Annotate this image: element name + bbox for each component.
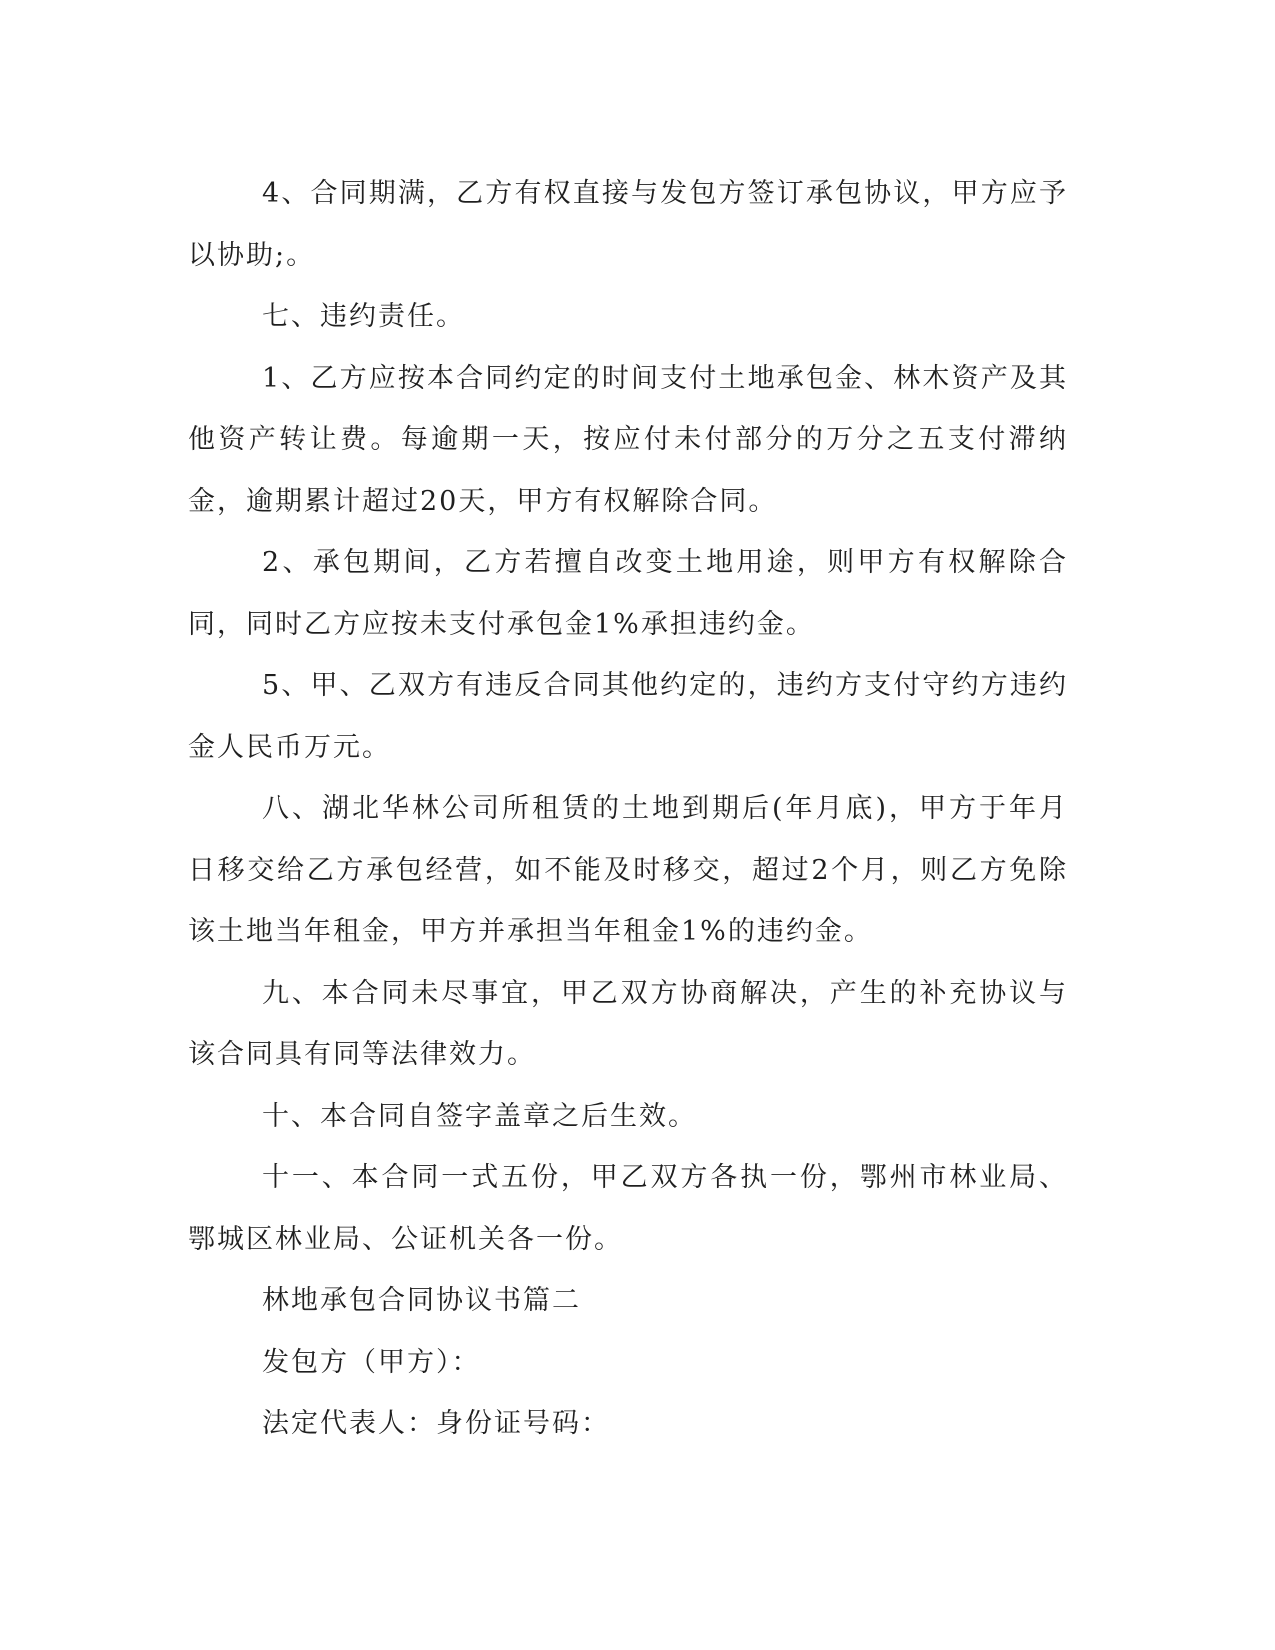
clause-1-payment: 1、乙方应按本合同约定的时间支付土地承包金、林木资产及其他资产转让费。每逾期一天，按应付未付部分的万分之五支付滞纳金，逾期累计超过20天，甲方有权解除合同。	[188, 362, 1068, 517]
section-9-supplement: 九、本合同未尽事宜，甲乙双方协商解决，产生的补充协议与该合同具有同等法律效力。	[188, 977, 1068, 1070]
document-body	[188, 163, 1068, 1455]
clause-5-breach: 5、甲、乙双方有违反合同其他约定的，违约方支付守约方违约金人民币万元。	[188, 670, 1068, 763]
contract-two-title: 林地承包合同协议书篇二	[262, 1285, 581, 1316]
clause-2-land-use: 2、承包期间，乙方若擅自改变土地用途，则甲方有权解除合同，同时乙方应按未支付承包金1%承担违约金。	[188, 547, 1068, 640]
clause-4-expiry: 4、合同期满，乙方有权直接与发包方签订承包协议，甲方应予以协助;。	[188, 178, 1068, 271]
section-11-copies: 十一、本合同一式五份，甲乙双方各执一份，鄂州市林业局、鄂城区林业局、公证机关各一份。	[188, 1162, 1068, 1255]
section-8-handover: 八、湖北华林公司所租赁的土地到期后(年月底)，甲方于年月日移交给乙方承包经营，如不能及时移交，超过2个月，则乙方免除该土地当年租金，甲方并承担当年租金1%的违约金。	[188, 793, 1068, 947]
legal-rep-line: 法定代表人：身份证号码：	[262, 1408, 610, 1439]
section-7-heading: 七、违约责任。	[262, 301, 465, 332]
section-10-effective: 十、本合同自签字盖章之后生效。	[262, 1100, 697, 1132]
party-a-line: 发包方（甲方）：	[262, 1346, 481, 1378]
